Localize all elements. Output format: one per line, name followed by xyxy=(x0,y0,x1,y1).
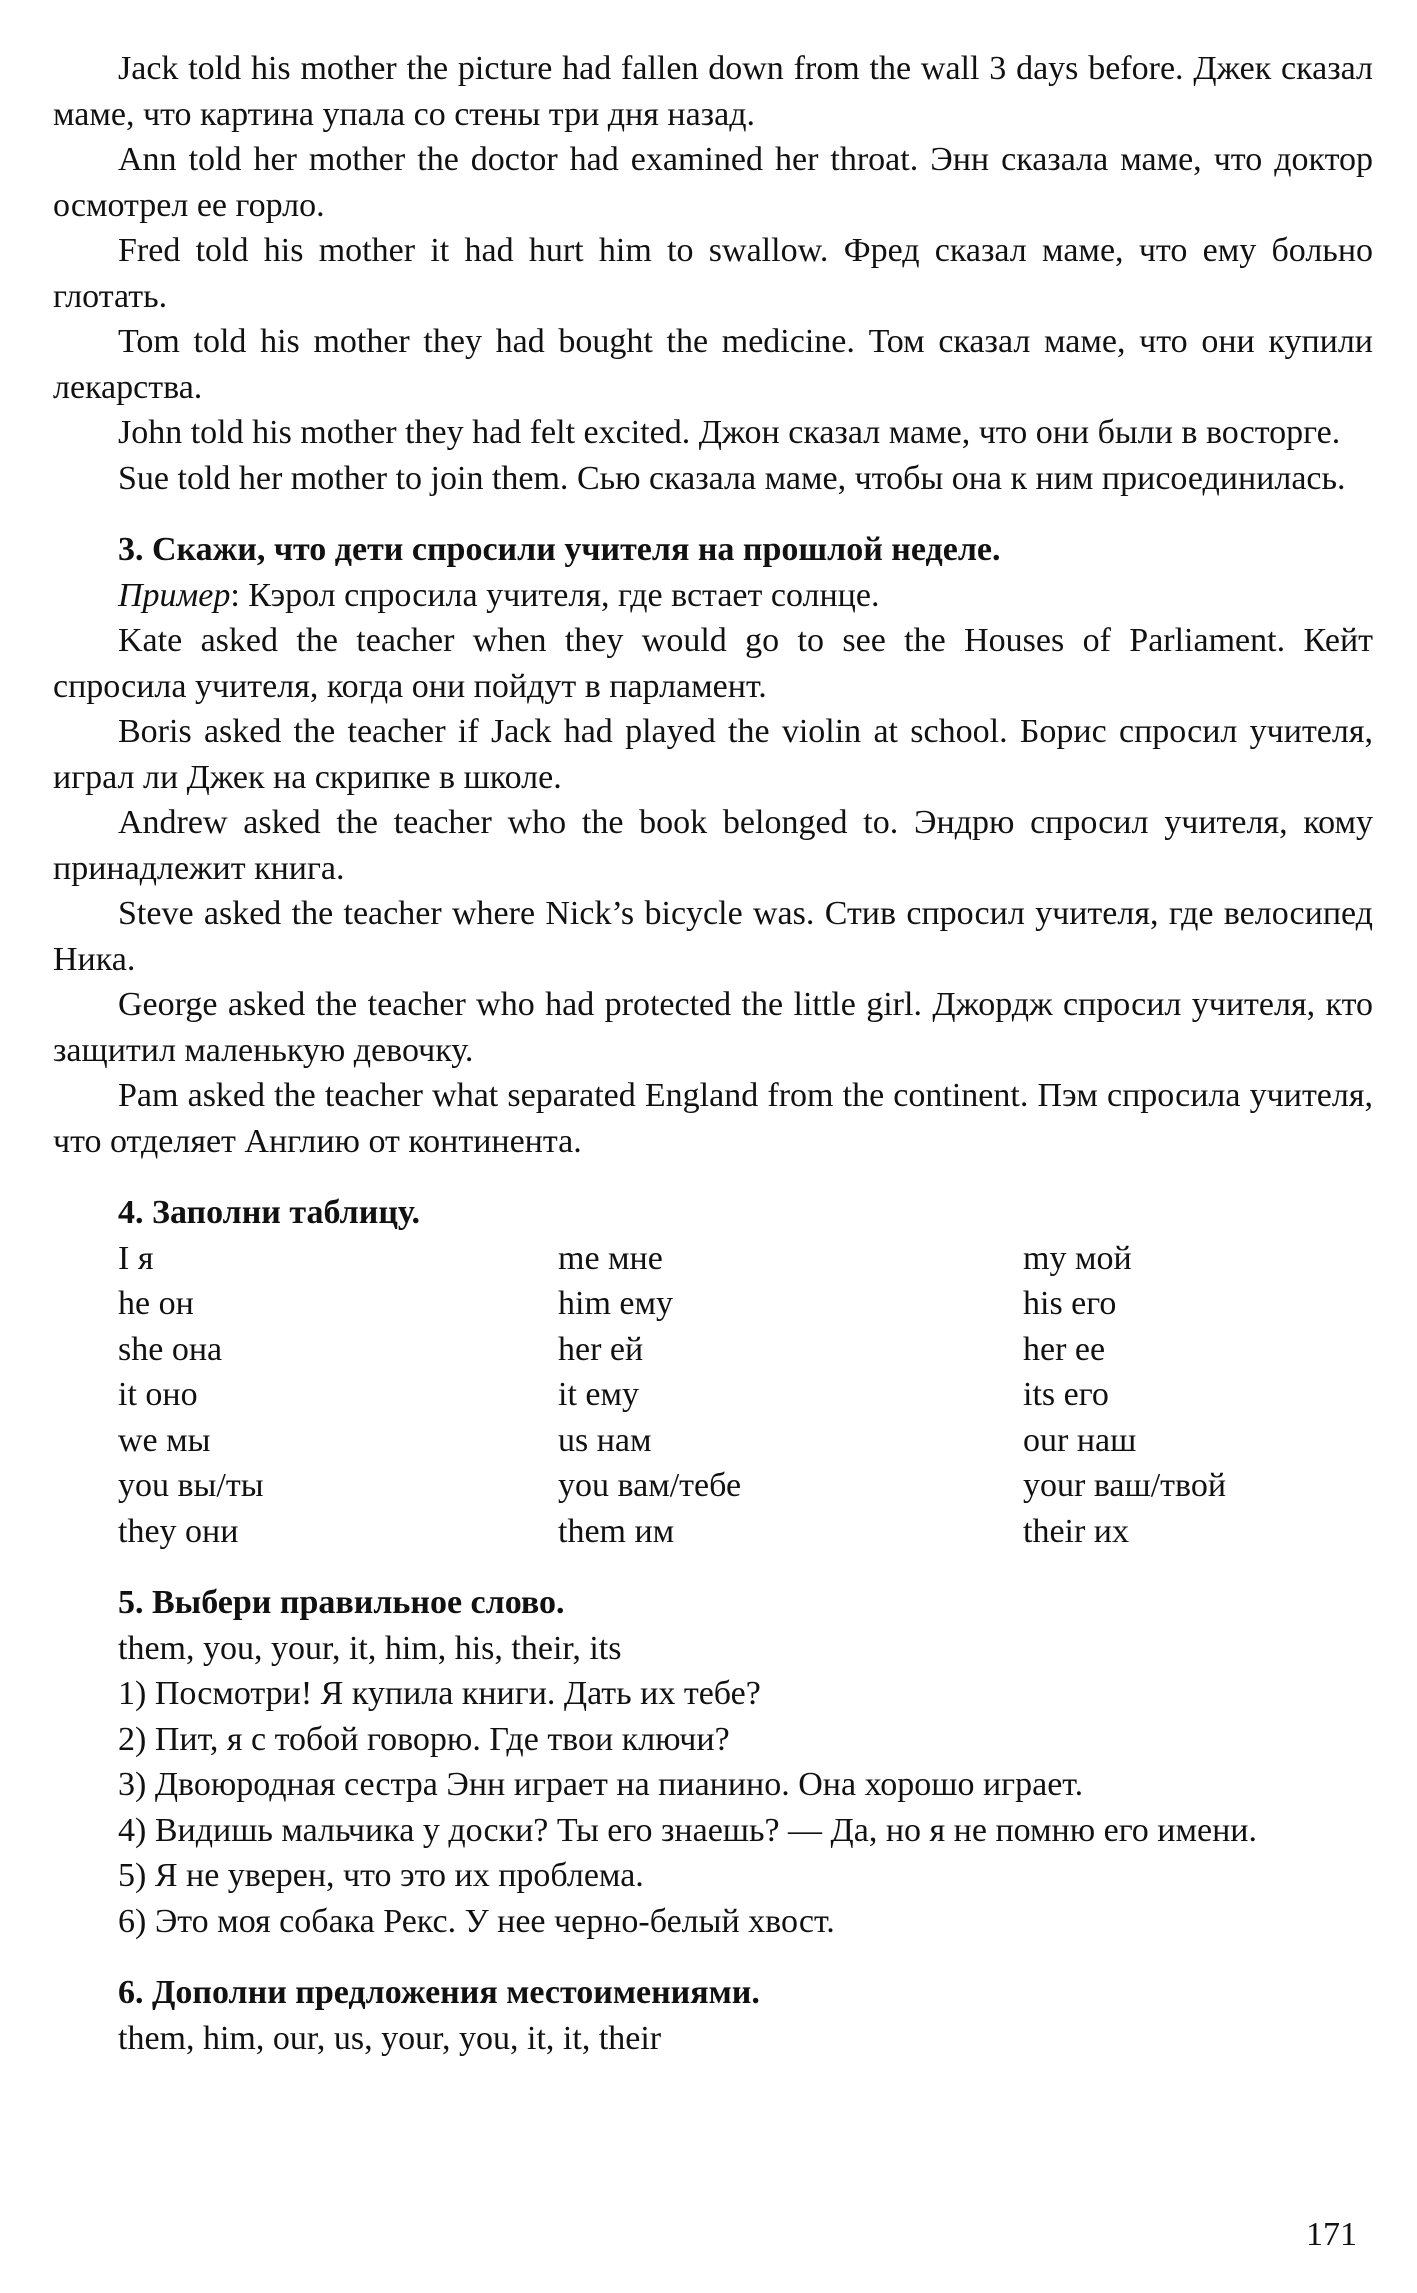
table-cell: I я xyxy=(118,1239,154,1277)
pronoun-table xyxy=(53,1236,1373,1555)
page-number: 171 xyxy=(1306,2216,1357,2253)
table-cell: his его xyxy=(1023,1285,1117,1322)
statement-5: John told his mother they had felt excited. Джон сказал маме, что они были в восторге. xyxy=(118,414,1341,451)
statement-1: Jack told his mother the picture had fallen down from the wall 3 days before. Джек сказал маме, что картина упала со стены три дня назад. xyxy=(53,50,1374,133)
table-cell: me мне xyxy=(558,1239,663,1277)
table-cell: it оно xyxy=(118,1376,198,1413)
table-cell: we мы xyxy=(118,1421,211,1459)
statement-3: Fred told his mother it had hurt him to swallow. Фред сказал маме, что ему больно глотать. xyxy=(53,232,1374,315)
exercise-6-word-bank: them, him, our, us, your, you, it, it, their xyxy=(118,2019,662,2057)
exercise-4-heading: 4. Заполни таблицу. xyxy=(118,1194,421,1231)
textbook-page xyxy=(53,46,1373,2061)
exercise-3-heading: 3. Скажи, что дети спросили учителя на прошлой неделе. xyxy=(118,531,1001,568)
exercise-5-item: 2) Пит, я с тобой говорю. Где твои ключи? xyxy=(118,1720,730,1758)
exercise-3-item: Andrew asked the teacher who the book belonged to. Эндрю спросил учителя, кому принадлежит книга. xyxy=(53,804,1373,887)
table-cell: their их xyxy=(1023,1512,1130,1550)
statement-2: Ann told her mother the doctor had examined her throat. Энн сказала маме, что доктор осмотрел ее горло. xyxy=(53,141,1373,224)
statement-6: Sue told her mother to join them. Сью сказала маме, чтобы она к ним присоединилась. xyxy=(118,459,1346,497)
table-cell: they они xyxy=(118,1512,239,1550)
table-cell: her ее xyxy=(1023,1330,1106,1368)
table-cell: my мой xyxy=(1023,1239,1132,1277)
statement-4: Tom told his mother they had bought the medicine. Том сказал маме, что они купили лекарства. xyxy=(53,323,1373,406)
table-cell: its его xyxy=(1023,1376,1109,1413)
exercise-3-item: George asked the teacher who had protected the little girl. Джордж спросил учителя, кто защитил маленькую девочку. xyxy=(53,986,1374,1069)
exercise-5-item: 1) Посмотри! Я купила книги. Дать их тебе? xyxy=(118,1675,761,1712)
table-cell: him ему xyxy=(558,1285,673,1322)
exercise-5-item: 5) Я не уверен, что это их проблема. xyxy=(118,1857,644,1894)
exercise-3-example: Пример: Кэрол спросила учителя, где встает солнце. xyxy=(118,576,880,614)
table-cell: it ему xyxy=(558,1376,639,1413)
exercise-6-heading: 6. Дополни предложения местоимениями. xyxy=(118,1974,760,2011)
exercise-3-item: Kate asked the teacher when they would go to see the Houses of Parliament. Кейт спросила учителя, когда они пойдут в парламент. xyxy=(53,622,1374,705)
exercise-5-word-bank: them, you, your, it, him, his, their, its xyxy=(118,1629,622,1667)
table-cell: us нам xyxy=(558,1421,652,1459)
table-cell: her ей xyxy=(558,1330,644,1368)
table-cell: them им xyxy=(558,1512,675,1550)
exercise-3-item: Steve asked the teacher where Nick’s bicycle was. Стив спросил учителя, где велосипед Ника. xyxy=(53,895,1373,978)
exercise-3-item: Boris asked the teacher if Jack had played the violin at school. Борис спросил учителя, играл ли Джек на скрипке в школе. xyxy=(53,713,1374,796)
exercise-5-item: 6) Это моя собака Рекс. У нее черно-белый хвост. xyxy=(118,1902,835,1940)
exercise-5-heading: 5. Выбери правильное слово. xyxy=(118,1584,565,1621)
table-cell: you вам/тебе xyxy=(558,1467,742,1504)
table-cell: your ваш/твой xyxy=(1023,1467,1227,1504)
table-cell: he он xyxy=(118,1285,194,1322)
table-cell: you вы/ты xyxy=(118,1467,264,1504)
exercise-5-item: 3) Двоюродная сестра Энн играет на пианино. Она хорошо играет. xyxy=(118,1766,1084,1803)
table-cell: our наш xyxy=(1023,1421,1137,1459)
exercise-3-item: Pam asked the teacher what separated England from the continent. Пэм спросила учителя, что отделяет Англию от континента. xyxy=(53,1077,1373,1160)
table-cell: she она xyxy=(118,1330,223,1368)
exercise-5-item: 4) Видишь мальчика у доски? Ты его знаешь? — Да, но я не помню его имени. xyxy=(118,1811,1257,1849)
